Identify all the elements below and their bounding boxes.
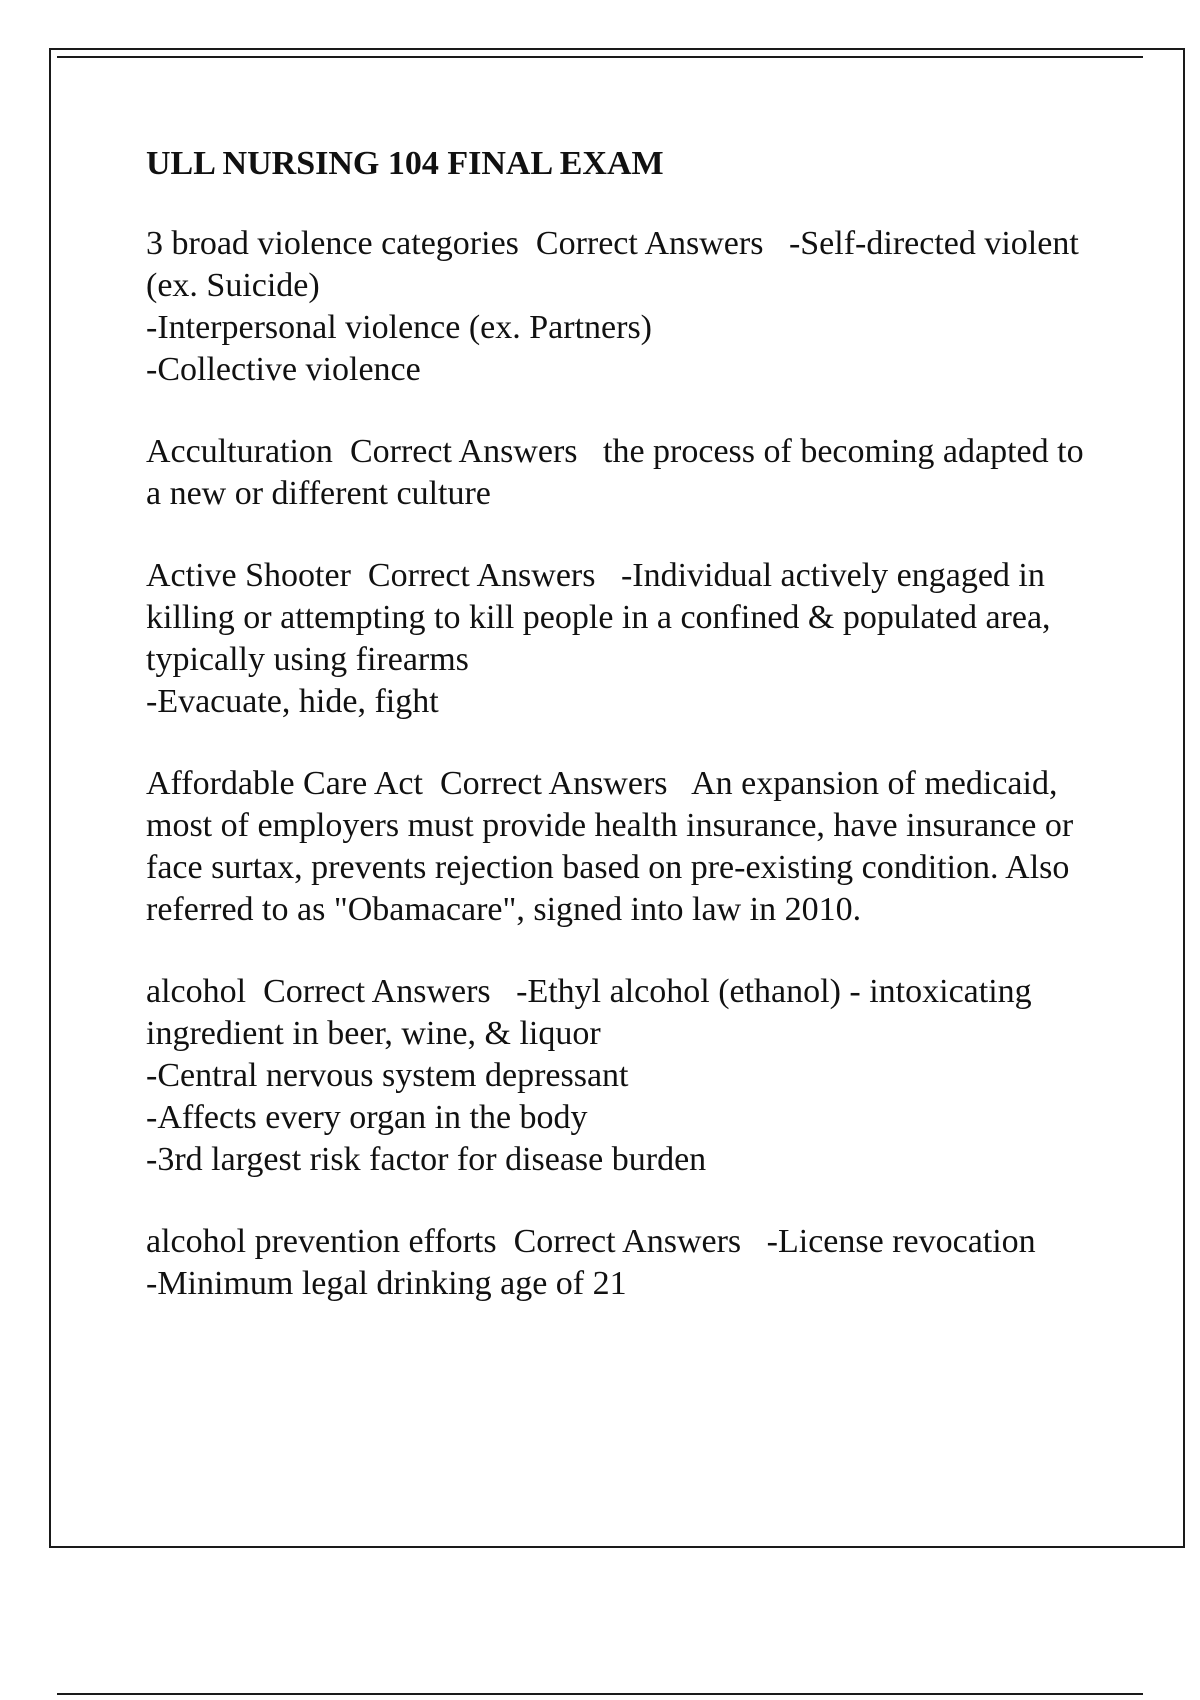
flashcard-entry bbox=[146, 1221, 1106, 1305]
entry-term: 3 broad violence categories bbox=[146, 225, 519, 262]
entry-extra-line: -3rd largest risk factor for disease burden bbox=[146, 1141, 707, 1178]
flashcard-entry bbox=[146, 555, 1106, 723]
flashcard-entry bbox=[146, 431, 1106, 515]
entry-answer: -Individual actively engaged in killing or attempting to kill people in a confined & populated area, typically using firearms bbox=[146, 557, 1051, 678]
entry-extra-line: -Evacuate, hide, fight bbox=[146, 683, 439, 720]
entry-line bbox=[146, 763, 1106, 931]
bottom-rule bbox=[57, 1693, 1143, 1695]
entry-line bbox=[146, 431, 1106, 515]
entry-separator: Correct Answers bbox=[439, 765, 668, 802]
entry-answer: An expansion of medicaid, most of employers must provide health insurance, have insurance or face surtax, prevents rejection based on pre-existing condition. Also referred to as "Obamacare", signed into law in 2010. bbox=[146, 765, 1074, 928]
entry-separator: Correct Answers bbox=[263, 973, 491, 1010]
entry-answer: -License revocation bbox=[766, 1223, 1036, 1260]
flashcard-entry bbox=[146, 971, 1106, 1181]
entry-answer: the process of becoming adapted to a new or different culture bbox=[146, 433, 1084, 512]
entry-extra-line: -Affects every organ in the body bbox=[146, 1099, 588, 1136]
entry-answer: -Ethyl alcohol (ethanol) - intoxicating ingredient in beer, wine, & liquor bbox=[146, 973, 1032, 1052]
entry-extra-line: -Minimum legal drinking age of 21 bbox=[146, 1265, 627, 1302]
entry-extra-line: -Central nervous system depressant bbox=[146, 1057, 629, 1094]
flashcard-entry bbox=[146, 763, 1106, 931]
entry-term: Acculturation bbox=[146, 433, 333, 470]
entry-line bbox=[146, 971, 1106, 1055]
entry-term: alcohol prevention efforts bbox=[146, 1223, 497, 1260]
entry-extra-line: -Collective violence bbox=[146, 351, 421, 388]
entry-extra-line: -Interpersonal violence (ex. Partners) bbox=[146, 309, 652, 346]
entry-term: alcohol bbox=[146, 973, 247, 1010]
entry-separator: Correct Answers bbox=[513, 1223, 742, 1260]
entry-separator: Correct Answers bbox=[349, 433, 578, 470]
document-title: ULL NURSING 104 FINAL EXAM bbox=[146, 145, 664, 182]
document-body bbox=[146, 143, 1106, 1345]
entry-term: Affordable Care Act bbox=[146, 765, 423, 802]
entry-line bbox=[146, 1221, 1106, 1263]
entry-answer: -Self-directed violent (ex. Suicide) bbox=[146, 225, 1079, 304]
flashcard-entry bbox=[146, 223, 1106, 391]
entry-line bbox=[146, 555, 1106, 681]
entry-term: Active Shooter bbox=[146, 557, 351, 594]
entry-separator: Correct Answers bbox=[535, 225, 764, 262]
entry-separator: Correct Answers bbox=[367, 557, 596, 594]
entry-line bbox=[146, 223, 1106, 307]
